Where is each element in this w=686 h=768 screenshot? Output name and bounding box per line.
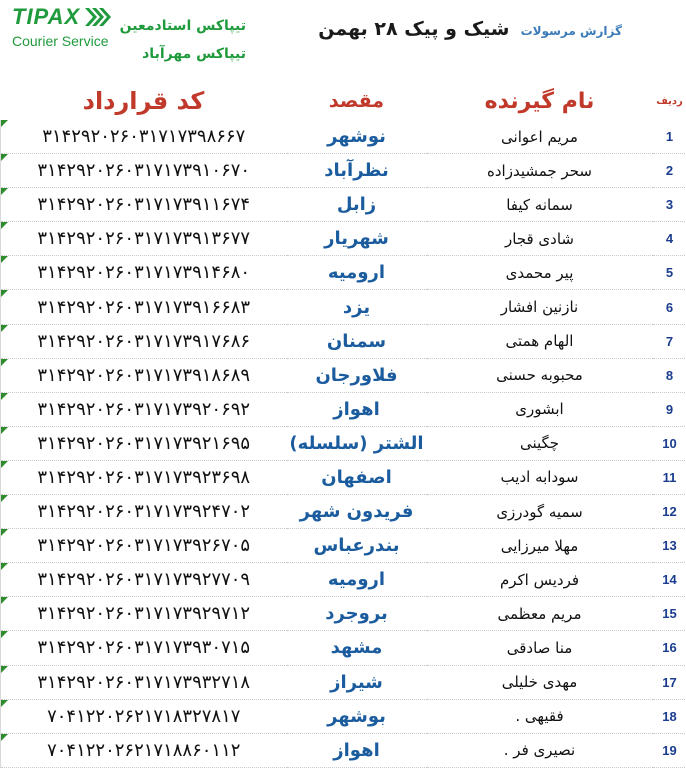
recipient-name: نصیری فر . <box>427 733 653 767</box>
table-row <box>1 733 686 767</box>
table-row <box>1 324 686 358</box>
table-row <box>1 222 686 256</box>
recipient-name: مریم اعوانی <box>427 120 653 154</box>
contract-code: ۳۱۴۲۹۲۰۲۶۰۳۱۷۱۷۳۹۳۰۷۱۵ <box>1 631 287 665</box>
contract-code: ۳۱۴۲۹۲۰۲۶۰۳۱۷۱۷۳۹۲۱۶۹۵ <box>1 426 287 460</box>
destination: الشتر (سلسله) <box>287 426 427 460</box>
row-number: 6 <box>653 290 686 324</box>
table-row <box>1 426 686 460</box>
destination: فلاورجان <box>287 358 427 392</box>
column-header-row: ردیف <box>653 82 686 120</box>
logo-text: TIPAX <box>12 6 80 28</box>
table-row <box>1 597 686 631</box>
table-row <box>1 529 686 563</box>
table-row <box>1 256 686 290</box>
destination: اهواز <box>287 392 427 426</box>
table-row <box>1 120 686 154</box>
row-number: 17 <box>653 665 686 699</box>
contract-code: ۳۱۴۲۹۲۰۲۶۰۳۱۷۱۷۳۹۸۶۶۷ <box>1 120 287 154</box>
contract-code: ۷۰۴۱۲۲۰۲۶۲۱۷۱۸۸۶۰۱۱۲ <box>1 733 287 767</box>
branch-name-1: تیپاکس استادمعین <box>120 18 246 34</box>
contract-code: ۳۱۴۲۹۲۰۲۶۰۳۱۷۱۷۳۹۱۳۶۷۷ <box>1 222 287 256</box>
destination: بندرعباس <box>287 529 427 563</box>
table-row <box>1 631 686 665</box>
contract-code: ۳۱۴۲۹۲۰۲۶۰۳۱۷۱۷۳۹۱۸۶۸۹ <box>1 358 287 392</box>
destination: ارومیه <box>287 256 427 290</box>
contract-code: ۳۱۴۲۹۲۰۲۶۰۳۱۷۱۷۳۹۱۰۶۷۰ <box>1 154 287 188</box>
recipient-name: فردیس اکرم <box>427 563 653 597</box>
recipient-name: سودابه ادیب <box>427 460 653 494</box>
table-row <box>1 563 686 597</box>
recipient-name: منا صادقی <box>427 631 653 665</box>
row-number: 4 <box>653 222 686 256</box>
recipient-name: مهدی خلیلی <box>427 665 653 699</box>
destination: مشهد <box>287 631 427 665</box>
recipient-name: شادی قجار <box>427 222 653 256</box>
contract-code: ۳۱۴۲۹۲۰۲۶۰۳۱۷۱۷۳۹۲۰۶۹۲ <box>1 392 287 426</box>
table-row <box>1 290 686 324</box>
destination: بروجرد <box>287 597 427 631</box>
recipient-name: سمانه کیفا <box>427 188 653 222</box>
recipient-name: مهلا میرزایی <box>427 529 653 563</box>
row-number: 12 <box>653 495 686 529</box>
table-row <box>1 358 686 392</box>
row-number: 19 <box>653 733 686 767</box>
destination: اصفهان <box>287 460 427 494</box>
recipient-name: سحر جمشیدزاده <box>427 154 653 188</box>
table-row <box>1 699 686 733</box>
contract-code: ۷۰۴۱۲۲۰۲۶۲۱۷۱۸۳۲۷۸۱۷ <box>1 699 287 733</box>
destination: اهواز <box>287 733 427 767</box>
destination: بوشهر <box>287 699 427 733</box>
table-row <box>1 188 686 222</box>
table-row <box>1 392 686 426</box>
contract-code: ۳۱۴۲۹۲۰۲۶۰۳۱۷۱۷۳۹۲۷۷۰۹ <box>1 563 287 597</box>
column-header-destination: مقصد <box>287 82 427 120</box>
contract-code: ۳۱۴۲۹۲۰۲۶۰۳۱۷۱۷۳۹۱۶۶۸۳ <box>1 290 287 324</box>
row-number: 3 <box>653 188 686 222</box>
row-number: 2 <box>653 154 686 188</box>
logo-subtitle: Courier Service <box>12 33 124 49</box>
row-number: 11 <box>653 460 686 494</box>
tipax-logo <box>12 6 124 49</box>
recipient-name: ابشوری <box>427 392 653 426</box>
contract-code: ۳۱۴۲۹۲۰۲۶۰۳۱۷۱۷۳۹۲۴۷۰۲ <box>1 495 287 529</box>
recipient-name: فقیهی . <box>427 699 653 733</box>
destination: یزد <box>287 290 427 324</box>
row-number: 1 <box>653 120 686 154</box>
row-number: 7 <box>653 324 686 358</box>
row-number: 5 <box>653 256 686 290</box>
column-header-contract-code: کد قرارداد <box>1 82 287 120</box>
recipient-name: الهام همتی <box>427 324 653 358</box>
contract-code: ۳۱۴۲۹۲۰۲۶۰۳۱۷۱۷۳۹۲۳۶۹۸ <box>1 460 287 494</box>
row-number: 13 <box>653 529 686 563</box>
table-row <box>1 460 686 494</box>
row-number: 8 <box>653 358 686 392</box>
table-row <box>1 495 686 529</box>
report-title-main: شیک و پیک ۲۸ بهمن <box>318 18 509 40</box>
shipments-table <box>0 82 686 768</box>
report-title-prefix: گزارش مرسولات <box>521 24 622 38</box>
recipient-name: مریم معظمی <box>427 597 653 631</box>
row-number: 18 <box>653 699 686 733</box>
contract-code: ۳۱۴۲۹۲۰۲۶۰۳۱۷۱۷۳۹۱۴۶۸۰ <box>1 256 287 290</box>
branch-name-2: تیپاکس مهرآباد <box>142 46 246 62</box>
table-row <box>1 154 686 188</box>
table-row <box>1 665 686 699</box>
contract-code: ۳۱۴۲۹۲۰۲۶۰۳۱۷۱۷۳۹۲۶۷۰۵ <box>1 529 287 563</box>
contract-code: ۳۱۴۲۹۲۰۲۶۰۳۱۷۱۷۳۹۳۲۷۱۸ <box>1 665 287 699</box>
row-number: 9 <box>653 392 686 426</box>
recipient-name: پیر محمدی <box>427 256 653 290</box>
row-number: 16 <box>653 631 686 665</box>
destination: نظرآباد <box>287 154 427 188</box>
destination: زابل <box>287 188 427 222</box>
contract-code: ۳۱۴۲۹۲۰۲۶۰۳۱۷۱۷۳۹۱۱۶۷۴ <box>1 188 287 222</box>
destination: شهریار <box>287 222 427 256</box>
logo-mark <box>12 6 124 28</box>
recipient-name: محبوبه حسنی <box>427 358 653 392</box>
row-number: 15 <box>653 597 686 631</box>
table-header-row <box>1 82 686 120</box>
contract-code: ۳۱۴۲۹۲۰۲۶۰۳۱۷۱۷۳۹۲۹۷۱۲ <box>1 597 287 631</box>
column-header-recipient: نام گیرنده <box>427 82 653 120</box>
report-header <box>0 0 686 82</box>
report-title <box>318 18 622 40</box>
destination: فریدون شهر <box>287 495 427 529</box>
row-number: 14 <box>653 563 686 597</box>
recipient-name: نازنین افشار <box>427 290 653 324</box>
destination: شیراز <box>287 665 427 699</box>
logo-stripes-icon <box>83 8 111 26</box>
row-number: 10 <box>653 426 686 460</box>
contract-code: ۳۱۴۲۹۲۰۲۶۰۳۱۷۱۷۳۹۱۷۶۸۶ <box>1 324 287 358</box>
recipient-name: چگینی <box>427 426 653 460</box>
destination: سمنان <box>287 324 427 358</box>
destination: ارومیه <box>287 563 427 597</box>
destination: نوشهر <box>287 120 427 154</box>
recipient-name: سمیه گودرزی <box>427 495 653 529</box>
